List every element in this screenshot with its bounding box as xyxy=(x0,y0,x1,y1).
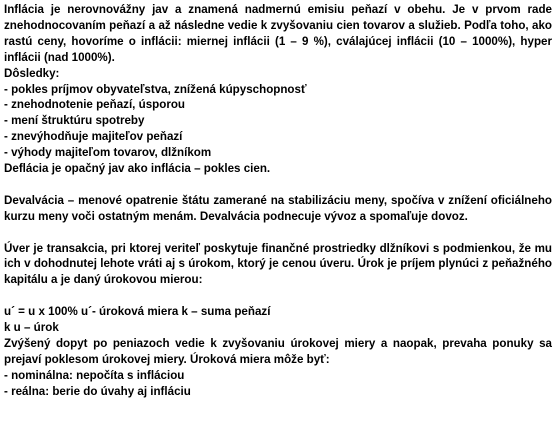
list-item: - mení štruktúru spotreby xyxy=(4,114,145,128)
list-item: - nominálna: nepočíta s infláciou xyxy=(4,368,185,382)
inflacia-definition: Inflácia je nerovnovážny jav a znamená nadmernú emisiu peňazí v obehu. Je v prvom rade znehodnocovaním peňazí a až následne vedie k zvyšovaniu cien tovarov a služieb. Podľa toho, ako rastú ceny, hovoríme o inflácii: miernej inflácii (1 – 9 %), cválajúcej inflácii (10 – 1000%), hyper inflácii (nad 1000%). xyxy=(4,3,552,64)
devalvacia-paragraph: Devalvácia – menové opatrenie štátu zamerané na stabilizáciu meny, spočíva v znížení oficiálneho kurzu meny voči ostatným menám. Devalvácia podnecuje vývoz a spomaľuje dovoz. xyxy=(4,193,552,223)
list-item: - znevýhodňuje majiteľov peňazí xyxy=(4,130,183,144)
zvyseny-dopyt-paragraph: Zvýšený dopyt po peniazoch vedie k zvyšovaniu úrokovej miery a naopak, prevaha ponuky sa prejaví poklesom úrokovej miery. Úroková miera môže byť: xyxy=(4,336,552,366)
blank-line xyxy=(4,177,552,193)
list-item: - výhody majiteľom tovarov, dlžníkom xyxy=(4,146,212,160)
list-item: - pokles príjmov obyvateľstva, znížená kúpyschopnosť xyxy=(4,82,307,96)
deflacia-definition: Deflácia je opačný jav ako inflácia – pokles cien. xyxy=(4,162,271,176)
uver-paragraph: Úver je transakcia, pri ktorej veriteľ poskytuje finančné prostriedky dlžníkovi s podmienkou, že mu ich v dohodnutej lehote vráti aj s úrokom, ktorý je cenou úveru. Úrok je príjem plynúci z peňažného kapitálu a je daný úrokovou mierou: xyxy=(4,241,552,287)
document-body xyxy=(4,2,552,400)
formula-line-1: u´ = u x 100% u´- úroková miera k – suma peňazí xyxy=(4,305,271,319)
urokova-miera-list xyxy=(4,368,552,400)
blank-line xyxy=(4,225,552,241)
blank-line xyxy=(4,288,552,304)
dosledky-list xyxy=(4,82,552,162)
list-item: - reálna: berie do úvahy aj infláciu xyxy=(4,384,191,398)
list-item: - znehodnotenie peňazí, úsporou xyxy=(4,98,185,112)
dosledky-heading: Dôsledky: xyxy=(4,66,60,80)
formula-line-2: k u – úrok xyxy=(4,321,59,335)
